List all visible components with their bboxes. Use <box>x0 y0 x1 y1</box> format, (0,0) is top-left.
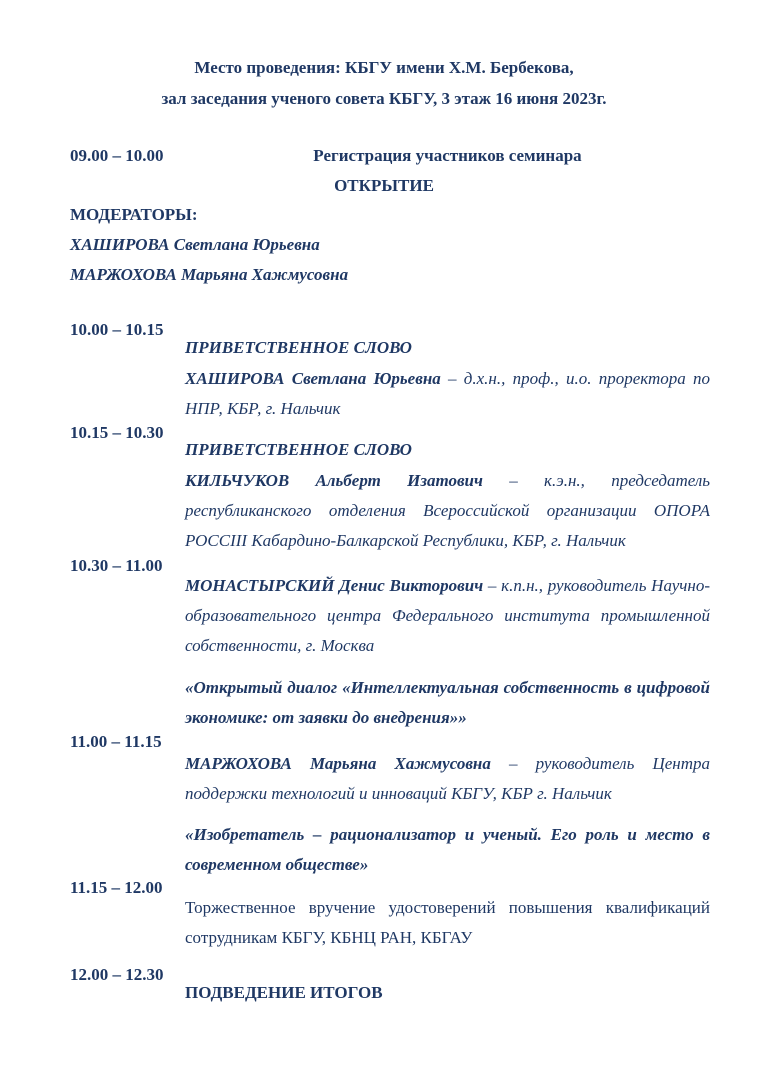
time-slot-session-5: 11.15 – 12.00 <box>70 878 163 897</box>
session-3-speaker-name: МОНАСТЫРСКИЙ Денис Викторович <box>185 576 484 595</box>
session-4-topic: «Изобретатель – рационализатор и ученый. Его роль и место в современном обществе» <box>185 825 710 874</box>
session-1-speaker-description: – д.х.н., проф., и.о. проректора по НПР, КБР, г. Нальчик <box>185 369 711 418</box>
moderator-name-1: ХАШИРОВА Светлана Юрьевна <box>70 235 320 254</box>
session-1-heading: ПРИВЕТСТВЕННОЕ СЛОВО <box>185 338 412 357</box>
session-3-speaker-paragraph <box>185 571 710 661</box>
time-slot-session-3: 10.30 – 11.00 <box>70 556 163 575</box>
session-2-speaker-name: КИЛЬЧУКОВ Альберт Изатович <box>185 471 483 490</box>
opening-title: ОТКРЫТИЕ <box>334 176 434 195</box>
moderators-label: МОДЕРАТОРЫ: <box>70 205 198 224</box>
registration-label: Регистрация участников семинара <box>313 146 582 165</box>
session-3-speaker-description: – к.п.н., руководитель Научно-образовательного центра Федерального института промышленной собственности, г. Москва <box>185 576 710 655</box>
session-4-speaker-paragraph <box>185 749 710 809</box>
session-4-speaker-name: МАРЖОХОВА Марьяна Хажмусовна <box>185 754 491 773</box>
session-1-speaker-name: ХАШИРОВА Светлана Юрьевна <box>185 369 441 388</box>
time-slot-session-6: 12.00 – 12.30 <box>70 965 164 984</box>
time-slot-session-2: 10.15 – 10.30 <box>70 423 164 442</box>
time-slot-session-1: 10.00 – 10.15 <box>70 320 164 339</box>
session-4-speaker-description: – руководитель Центра поддержки технологий и инноваций КБГУ, КБР г. Нальчик <box>185 754 710 803</box>
time-slot-registration: 09.00 – 10.00 <box>70 146 164 165</box>
moderator-name-2: МАРЖОХОВА Марьяна Хажмусовна <box>70 265 349 284</box>
closing-title: ПОДВЕДЕНИЕ ИТОГОВ <box>185 983 383 1002</box>
session-5-activity: Торжественное вручение удостоверений повышения квалификаций сотрудникам КБГУ, КБНЦ РАН, КБГАУ <box>185 898 710 947</box>
venue-line-2: зал заседания ученого совета КБГУ, 3 этаж 16 июня 2023г. <box>161 89 607 108</box>
time-slot-session-4: 11.00 – 11.15 <box>70 732 162 751</box>
session-2-speaker-description: – к.э.н., председатель республиканского отделения Всероссийской организации ОПОРА РОССIII Кабардино-Балкарской Республики, КБР, г. Нальчик <box>185 471 711 550</box>
venue-line-1: Место проведения: КБГУ имени Х.М. Бербекова, <box>194 58 574 77</box>
session-1-speaker-paragraph <box>185 364 710 424</box>
session-2-speaker-paragraph <box>185 466 710 556</box>
session-2-heading: ПРИВЕТСТВЕННОЕ СЛОВО <box>185 440 412 459</box>
session-3-topic: «Открытый диалог «Интеллектуальная собственность в цифровой экономике: от заявки до внедрения»» <box>185 678 710 727</box>
